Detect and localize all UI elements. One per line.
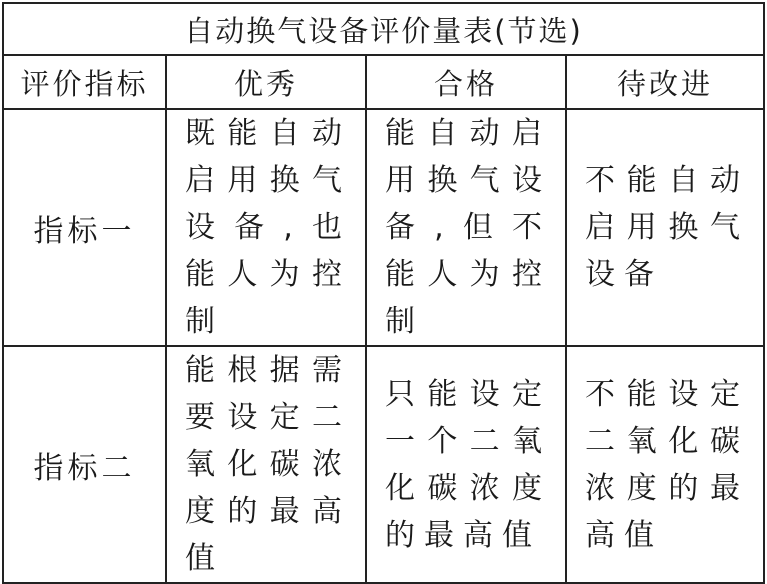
header-criteria: 评价指标 bbox=[3, 55, 166, 109]
cell-criterion-1-excellent: 既能自动启用换气设备,也能人为控制 bbox=[166, 109, 366, 346]
cell-criterion-2-excellent: 能根据需要设定二氧化碳浓度的最高值 bbox=[166, 346, 366, 583]
cell-criterion-1-qualified: 能自动启用换气设备,但不能人为控制 bbox=[366, 109, 566, 346]
cell-criterion-1-needs-improvement: 不能自动启用换气设备 bbox=[566, 109, 764, 346]
table-row bbox=[3, 109, 764, 346]
header-row bbox=[3, 55, 764, 109]
cell-criterion-2-qualified: 只能设定一个二氧化碳浓度的最高值 bbox=[366, 346, 566, 583]
header-qualified: 合格 bbox=[366, 55, 566, 109]
table-row bbox=[3, 346, 764, 583]
table-title: 自动换气设备评价量表(节选) bbox=[3, 3, 764, 55]
evaluation-table bbox=[2, 2, 765, 584]
header-excellent: 优秀 bbox=[166, 55, 366, 109]
title-row bbox=[3, 3, 764, 55]
row-label-criterion-2: 指标二 bbox=[3, 346, 166, 583]
cell-criterion-2-needs-improvement: 不能设定二氧化碳浓度的最高值 bbox=[566, 346, 764, 583]
evaluation-table-sheet bbox=[2, 2, 763, 576]
row-label-criterion-1: 指标一 bbox=[3, 109, 166, 346]
header-needs-improvement: 待改进 bbox=[566, 55, 764, 109]
